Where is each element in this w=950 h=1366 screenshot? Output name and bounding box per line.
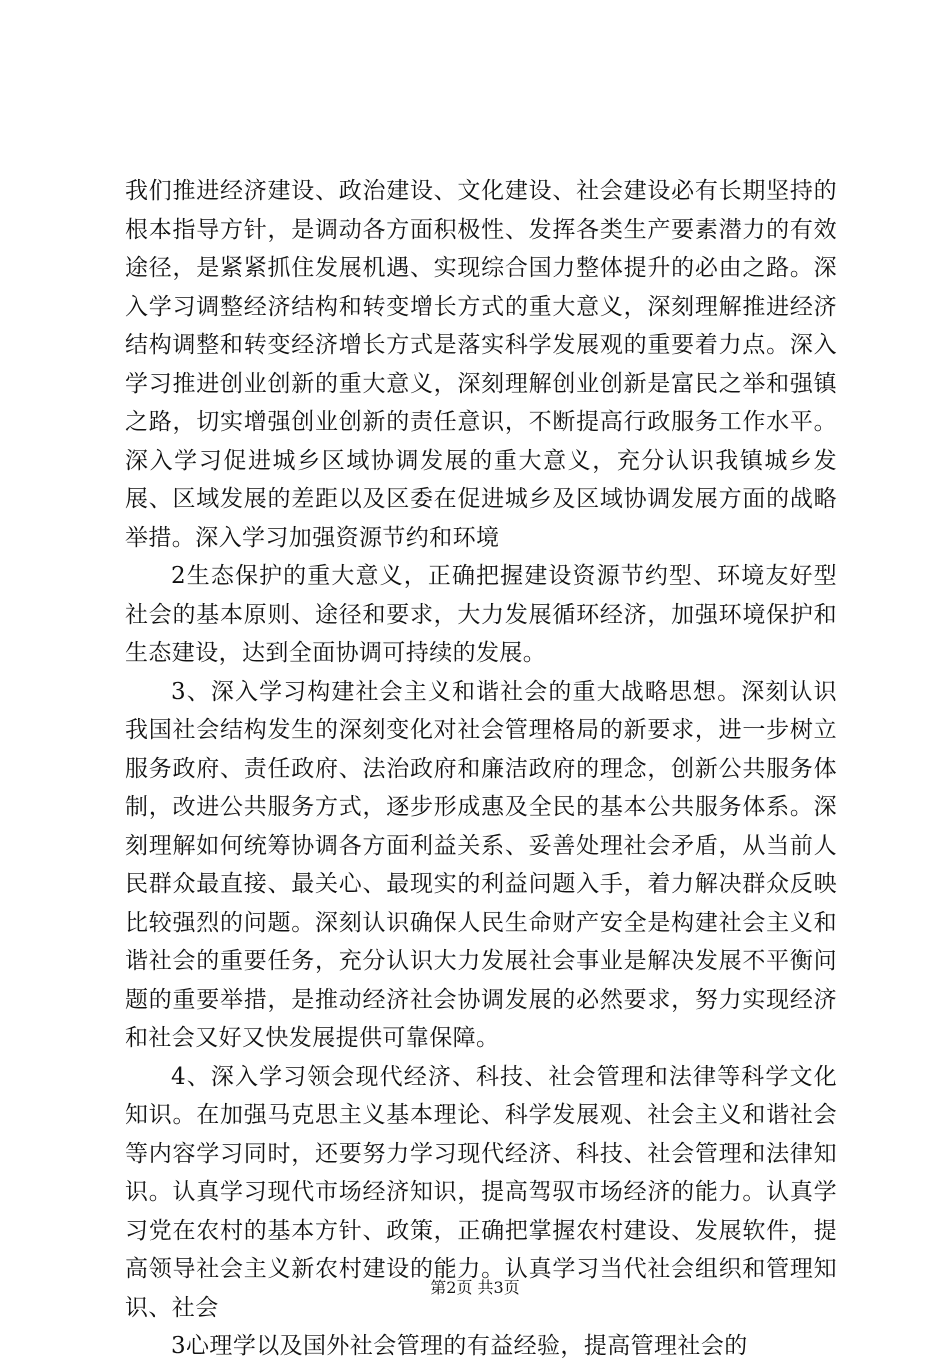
paragraph-2: 2生态保护的重大意义，正确把握建设资源节约型、环境友好型社会的基本原则、途径和要求，大力发展循环经济，加强环境保护和生态建设，达到全面协调可持续的发展。	[125, 563, 837, 666]
paragraph-1: 我们推进经济建设、政治建设、文化建设、社会建设必有长期坚持的根本指导方针，是调动各方面积极性、发挥各类生产要素潜力的有效途径，是紧紧抓住发展机遇、实现综合国力整体提升的必由之路。深入学习调整经济结构和转变增长方式的重大意义，深刻理解推进经济结构调整和转变经济增长方式是落实科学发展观的重要着力点。深入学习推进创业创新的重大意义，深刻理解创业创新是富民之举和强镇之路，切实增强创业创新的责任意识，不断提高行政服务工作水平。深入学习促进城乡区域协调发展的重大意义，充分认识我镇城乡发展、区域发展的差距以及区委在促进城乡及区域协调发展方面的战略举措。深入学习加强资源节约和环境	[125, 178, 837, 551]
page-footer: 第2页 共3页	[430, 1278, 520, 1297]
document-body	[125, 172, 837, 1366]
paragraph-4: 4、深入学习领会现代经济、科技、社会管理和法律等科学文化知识。在加强马克思主义基本理论、科学发展观、社会主义和谐社会等内容学习同时，还要努力学习现代经济、科技、社会管理和法律知识。认真学习现代市场经济知识，提高驾驭市场经济的能力。认真学习党在农村的基本方针、政策，正确把掌握农村建设、发展软件，提高领导社会主义新农村建设的能力。认真学习当代社会组织和管理知识、社会	[125, 1063, 837, 1321]
paragraph-3: 3、深入学习构建社会主义和谐社会的重大战略思想。深刻认识我国社会结构发生的深刻变化对社会管理格局的新要求，进一步树立服务政府、责任政府、法治政府和廉洁政府的理念，创新公共服务体制，改进公共服务方式，逐步形成惠及全民的基本公共服务体系。深刻理解如何统筹协调各方面利益关系、妥善处理社会矛盾，从当前人民群众最直接、最关心、最现实的利益问题入手，着力解决群众反映比较强烈的问题。深刻认识确保人民生命财产安全是构建社会主义和谐社会的重要任务，充分认识大力发展社会事业是解决发展不平衡问题的重要举措，是推动经济社会协调发展的必然要求，努力实现经济和社会又好又快发展提供可靠保障。	[125, 678, 837, 1051]
paragraph-5: 3心理学以及国外社会管理的有益经验，提高管理社会的	[171, 1333, 748, 1359]
